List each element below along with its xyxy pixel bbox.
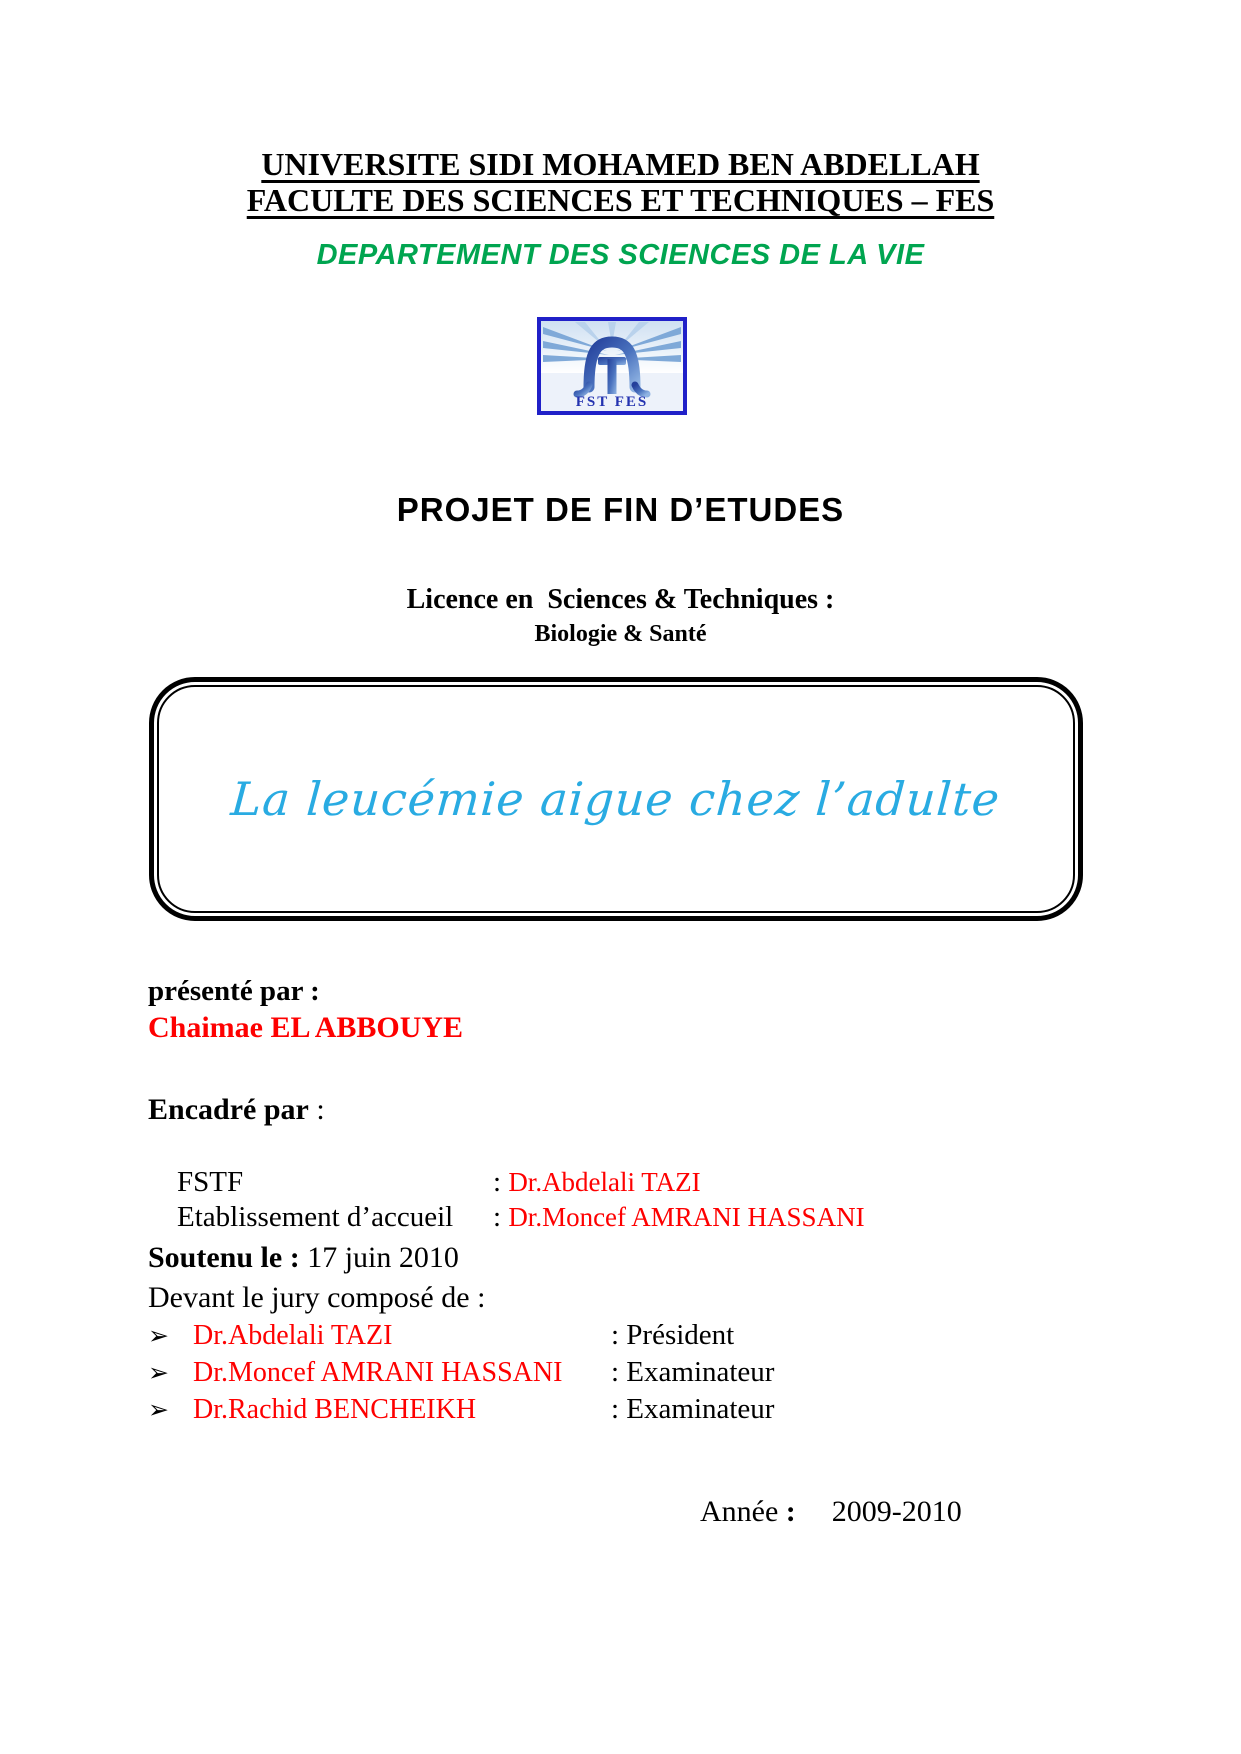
presented-by-label: présenté par : <box>148 975 320 1007</box>
supervised-by-label-text: Encadré par <box>148 1093 309 1126</box>
jury-member-name: Dr.Abdelali TAZI <box>193 1320 393 1351</box>
jury-member-name: Dr.Rachid BENCHEIKH <box>193 1394 477 1425</box>
jury-member-role: : Examinateur <box>611 1356 775 1388</box>
specialty-line: Biologie & Santé <box>534 621 707 647</box>
faculty-name: FACULTE DES SCIENCES ET TECHNIQUES – FES <box>246 182 995 218</box>
defense-date-label: Soutenu le : <box>148 1241 300 1274</box>
jury-member-role: : Examinateur <box>611 1393 775 1425</box>
supervisor-name: Dr.Moncef AMRANI HASSANI <box>508 1202 865 1232</box>
defense-date-value: 17 juin 2010 <box>299 1241 459 1274</box>
academic-year-label: Année <box>700 1495 779 1528</box>
degree-line: Licence en Sciences & Techniques : <box>406 584 835 615</box>
project-title: PROJET DE FIN D’ETUDES <box>396 491 845 528</box>
supervisor-name: Dr.Abdelali TAZI <box>508 1167 701 1197</box>
jury-member-role: : Président <box>611 1319 735 1351</box>
thesis-title-box <box>149 677 1083 921</box>
thesis-title: La leucémie aigue chez l’adulte <box>229 772 1003 826</box>
arrow-bullet-icon: ➢ <box>148 1360 169 1387</box>
academic-year-value: 2009-2010 <box>831 1495 962 1528</box>
jury-row <box>148 1356 1008 1389</box>
supervisor-colon: : <box>493 1166 509 1198</box>
supervisor-colon: : <box>493 1201 509 1233</box>
academic-year-line <box>700 1495 962 1529</box>
jury-row <box>148 1319 1008 1352</box>
supervised-by-label <box>148 1093 325 1127</box>
jury-intro: Devant le jury composé de : <box>148 1281 486 1314</box>
jury-member-name: Dr.Moncef AMRANI HASSANI <box>193 1357 563 1388</box>
department-name: DEPARTEMENT DES SCIENCES DE LA VIE <box>316 239 925 271</box>
thesis-title-box-inner <box>157 685 1075 913</box>
arrow-bullet-icon: ➢ <box>148 1397 169 1424</box>
logo-caption: FST FES <box>575 394 649 410</box>
academic-year-colon: : <box>778 1495 796 1528</box>
fst-fes-logo <box>537 317 687 415</box>
university-name: UNIVERSITE SIDI MOHAMED BEN ABDELLAH <box>261 146 980 182</box>
student-name: Chaimae EL ABBOUYE <box>148 1011 464 1044</box>
supervised-by-label-colon: : <box>308 1093 325 1126</box>
defense-date-line <box>148 1241 459 1275</box>
supervisor-org: Etablissement d’accueil <box>177 1201 461 1233</box>
supervisor-org: FSTF <box>177 1166 244 1198</box>
arrow-bullet-icon: ➢ <box>148 1323 169 1350</box>
jury-row <box>148 1393 1008 1426</box>
fst-fes-logo-graphic <box>541 321 683 411</box>
